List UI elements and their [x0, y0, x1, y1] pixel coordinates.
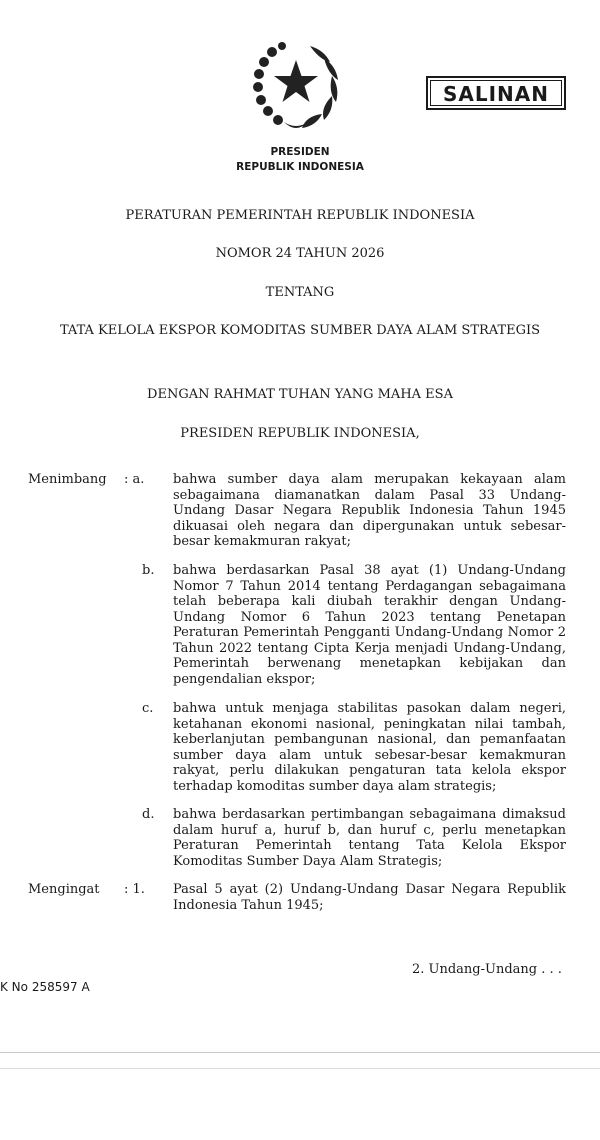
mengingat-label: Mengingat: [28, 882, 100, 897]
regulation-subject: TATA KELOLA EKSPOR KOMODITAS SUMBER DAYA ALAM STRATEGIS: [59, 323, 541, 338]
menimbang-marker-c: c.: [142, 701, 154, 716]
state-emblem: [244, 34, 348, 134]
preamble-president: PRESIDEN REPUBLIK INDONESIA,: [180, 426, 420, 441]
salinan-stamp: [426, 76, 566, 110]
regulation-number: NOMOR 24 TAHUN 2026: [215, 246, 385, 261]
preamble-blessing: DENGAN RAHMAT TUHAN YANG MAHA ESA: [147, 387, 453, 402]
header-president: PRESIDEN: [270, 146, 330, 158]
mengingat-marker-1: : 1.: [124, 882, 145, 897]
header-republic: REPUBLIK INDONESIA: [236, 161, 364, 173]
menimbang-label: Menimbang: [28, 472, 107, 487]
regulation-title: PERATURAN PEMERINTAH REPUBLIK INDONESIA: [125, 208, 475, 223]
document-serial-number: K No 258597 A: [0, 980, 90, 994]
menimbang-item-b: bahwa berdasarkan Pasal 38 ayat (1) Undang-Undang Nomor 7 Tahun 2014 tentang Perdagangan sebagaimana telah beberapa kali diubah terakhir dengan Undang-Undang Nomor 6 Tahun 2023 tentang Penetapan Peraturan Pemerintah Pengganti Undang-Undang Nomor 2 Tahun 2022 tentang Cipta Kerja menjadi Undang-Undang, Pemerintah berwenang menetapkan kebijakan dan pengendalian ekspor;: [173, 563, 566, 687]
page-edge-divider-lower: [0, 1068, 600, 1069]
continuation-text: 2. Undang-Undang . . .: [412, 962, 562, 977]
regulation-about: TENTANG: [265, 285, 335, 300]
menimbang-marker-a: : a.: [124, 472, 145, 487]
mengingat-item-1: Pasal 5 ayat (2) Undang-Undang Dasar Negara Republik Indonesia Tahun 1945;: [173, 882, 566, 913]
menimbang-marker-d: d.: [142, 807, 155, 822]
menimbang-marker-b: b.: [142, 563, 155, 578]
menimbang-item-a: bahwa sumber daya alam merupakan kekayaan alam sebagaimana diamanatkan dalam Pasal 33 Undang-Undang Dasar Negara Republik Indonesia Tahun 1945 dikuasai oleh negara dan dipergunakan untuk sebesar-besar kemakmuran rakyat;: [173, 472, 566, 549]
page-edge-divider: [0, 1052, 600, 1053]
salinan-label: SALINAN: [430, 80, 562, 106]
menimbang-item-c: bahwa untuk menjaga stabilitas pasokan dalam negeri, ketahanan ekonomi nasional, peningkatan nilai tambah, keberlanjutan pembangunan nasional, dan pemanfaatan sumber daya alam untuk sebesar-besar kemakmuran rakyat, perlu dilakukan pengaturan tata kelola ekspor terhadap komoditas sumber daya alam strategis;: [173, 701, 566, 794]
menimbang-item-d: bahwa berdasarkan pertimbangan sebagaimana dimaksud dalam huruf a, huruf b, dan huruf c, perlu menetapkan Peraturan Pemerintah tentang Tata Kelola Ekspor Komoditas Sumber Daya Alam Strategis;: [173, 807, 566, 869]
